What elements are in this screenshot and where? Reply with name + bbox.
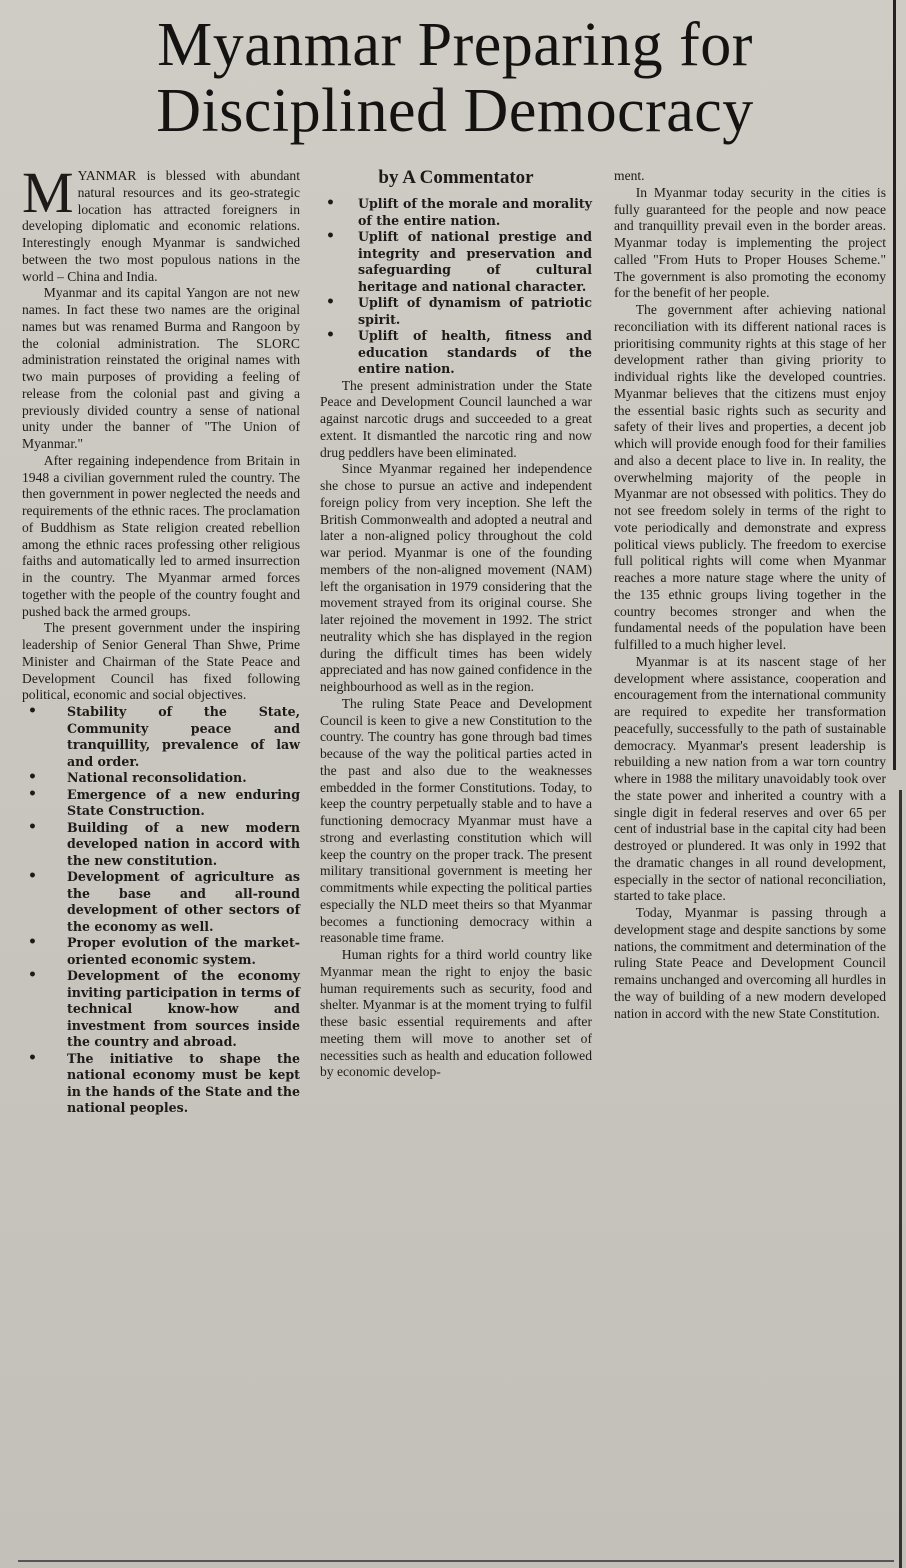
list-item-text: Development of agriculture as the base and all-round development of other sectors of the economy as well. xyxy=(67,869,300,934)
paragraph: The government after achieving national reconciliation with its different national races is prioritising community rights at this stage of her development rather than giving priority to individual rights like the developed countries. Myanmar believes that the citizens must enjoy the essential basic rights such as security and safety of their lives and properties, a decent job which will provide enough food for their families and also a decent place to live in. In reality, the overwhelming majority of the people in Myanmar are not obsessed with politics. They do not see freedom solely in terms of the right to vote periodically and demonstrate and express political views publicly. The freedom to exercise full political rights will come when Myanmar reaches a more nature stage where the unity of the 135 ethnic groups living together in the country becomes stronger and when the fundamental needs of the population have been fulfilled to a much higher level. xyxy=(614,302,886,652)
bullet-icon: • xyxy=(326,294,335,310)
objectives-list xyxy=(22,704,300,1117)
headline-line-1: Myanmar Preparing for xyxy=(157,11,753,79)
column-rule xyxy=(899,790,902,1568)
paragraph: The ruling State Peace and Development Council is keen to give a new Constitution to the country. The country has gone through bad times because of the way the political parties acted in the past and also due to the weaknesses embedded in the former Constitutions. Today, to keep the country perpetually stable and to have a functioning democracy Myanmar must have a strong and everlasting constitution which will keep the country on the proper track. The present military transitional government is meeting her commitments while expecting the political parties especially the NLD meet theirs so that Myanmar becomes a functioning democracy within a reasonable time frame. xyxy=(320,695,592,946)
column-rule xyxy=(893,0,896,770)
list-item xyxy=(320,229,592,295)
list-item xyxy=(22,869,300,935)
bullet-icon: • xyxy=(28,868,37,884)
bullet-icon: • xyxy=(28,818,37,835)
list-item-text: Stability of the State, Community peace and tranquillity, prevalence of law and order. xyxy=(67,704,300,769)
paragraph: Myanmar and its capital Yangon are not new names. In fact these two names are the original names but was renamed Burma and Rangoon by the colonial administration. The SLORC administration reinstated the original names with two main purposes of providing a feeling of release from the colonial past and giving a previously divided country a sense of national unity under the banner of "The Union of Myanmar." xyxy=(22,285,300,451)
paragraph-text: YANMAR is blessed with abundant natural resources and its geo-strategic location has attracted foreigners in developing diplomatic and economic relations. Interestingly enough Myanmar is sandwiched between the two most populous nations in the world – China and India. xyxy=(22,168,300,284)
drop-cap: M xyxy=(22,160,74,225)
paragraph: Since Myanmar regained her independence she chose to pursue an active and independent foreign policy from very inception. She left the British Commonwealth and adopted a neutral and later a non-aligned policy throughout the cold war period. Myanmar is one of the founding members of the non-aligned movement (NAM) left the organisation in 1979 considering that the movement strayed from its original course. She later rejoined the movement in 1992. The strict neutrality which she has displayed in the region during the difficult times has been widely appreciated and has now gained confidence in the neighbourhood as well as in the region. xyxy=(320,461,592,694)
paragraph: The present administration under the State Peace and Development Council launched a war against narcotic drugs and succeeded to a great extent. It dismantled the narcotic ring and now drug peddlers have been eliminated. xyxy=(320,377,592,460)
list-item-text: Uplift of health, fitness and education standards of the entire nation. xyxy=(358,328,592,376)
paragraph: ment. xyxy=(614,168,645,183)
list-item-text: Development of the economy inviting participation in terms of technical know-how and investment from sources inside the country and abroad. xyxy=(67,968,300,1049)
paragraph: In Myanmar today security in the cities is fully guaranteed for the people and now peace and tranquillity prevail even in the border areas. Myanmar today is implementing the project called "From Huts to Proper Houses Scheme." The government is also promoting the economy for the benefit of her people. xyxy=(614,184,886,301)
column-3 xyxy=(614,168,886,1022)
list-item-text: Uplift of national prestige and integrity and preservation and safeguarding of cultural heritage and national character. xyxy=(358,229,592,294)
list-item xyxy=(22,770,300,787)
list-item xyxy=(22,820,300,870)
paragraph xyxy=(22,160,300,285)
list-item xyxy=(22,935,300,968)
column-2 xyxy=(320,166,592,1081)
list-item-text: Building of a new modern developed nation in accord with the new constitution. xyxy=(67,819,300,868)
paragraph: Human rights for a third world country like Myanmar mean the right to enjoy the basic human requirements such as security, food and shelter. Myanmar is at the moment trying to fulfil these basic essential requirements and after meeting them will move to another set of necessities such as health and education followed by economic develop- xyxy=(320,947,592,1080)
list-item xyxy=(22,704,300,770)
list-item xyxy=(320,196,592,229)
bullet-icon: • xyxy=(28,769,37,785)
column-1 xyxy=(22,160,300,1117)
bullet-icon: • xyxy=(28,967,37,983)
headline xyxy=(20,12,890,144)
bullet-icon: • xyxy=(28,934,37,950)
list-item-text: Proper evolution of the market-oriented economic system. xyxy=(67,935,300,967)
headline-line-2: Disciplined Democracy xyxy=(156,77,754,145)
bullet-icon: • xyxy=(28,1049,37,1066)
list-item xyxy=(22,968,300,1051)
paragraph: Today, Myanmar is passing through a development stage and despite sanctions by some nations, the commitment and determination of the ruling State Peace and Development Council remains unchanged and overcoming all hurdles in the way of building of a new modern developed nation in accord with the new State Constitution. xyxy=(614,905,886,1021)
list-item-text: The initiative to shape the national economy must be kept in the hands of the State and the national peoples. xyxy=(67,1050,300,1115)
paragraph: The present government under the inspiring leadership of Senior General Than Shwe, Prime Minister and Chairman of the State Peace and Development Council has fixed following political, economic and social objectives. xyxy=(22,620,300,703)
bullet-icon: • xyxy=(326,195,335,211)
list-item xyxy=(22,787,300,820)
bullet-icon: • xyxy=(326,327,335,343)
bullet-icon: • xyxy=(28,703,37,719)
list-item xyxy=(320,328,592,378)
bullet-icon: • xyxy=(326,228,335,244)
paragraph: After regaining independence from Britain in 1948 a civilian government ruled the country. The then government in power neglected the needs and requirements of the ethnic races. The proclamation of Buddhism as State religion created rebellion among the ethnic races professing other religious faiths and automatically led to armed insurrection in the country. The Myanmar armed forces together with the people of the country fought and pushed back the armed groups. xyxy=(22,452,300,619)
list-item-text: Uplift of the morale and morality of the entire nation. xyxy=(358,196,592,228)
uplift-list xyxy=(320,196,592,378)
list-item-text: Uplift of dynamism of patriotic spirit. xyxy=(358,295,592,327)
list-item-text: Emergence of a new enduring State Construction. xyxy=(67,786,300,818)
list-item xyxy=(320,295,592,328)
list-item xyxy=(22,1051,300,1117)
list-item-text: National reconsolidation. xyxy=(67,770,247,785)
bottom-rule xyxy=(18,1560,894,1562)
paragraph: Myanmar is at its nascent stage of her development where assistance, cooperation and encouragement from the international community are required to expedite her transformation peacefully, successfully to the path of sustainable democracy. Myanmar's present leadership is rebuilding a new nation from a war torn country where in 1988 the military unavoidably took over the state power and inherited a country with a single digit in federal reserves and over 65 per cent of industrial base in the capital city had been destroyed or plundered. It was only in 1992 that the dramatic changes in all round development, especially in the sector of national reconciliation, started to take place. xyxy=(614,653,886,904)
bullet-icon: • xyxy=(28,785,37,802)
byline: by A Commentator xyxy=(378,167,534,188)
